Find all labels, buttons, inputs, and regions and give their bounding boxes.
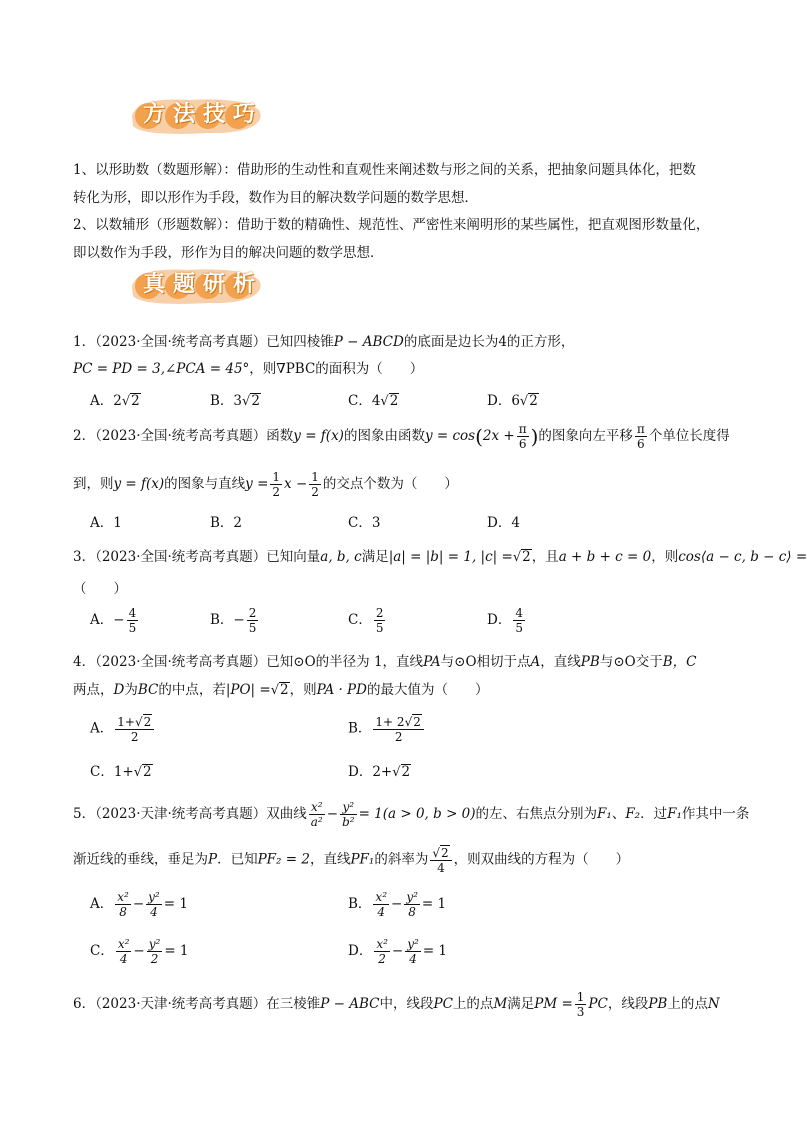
minus: − <box>326 806 339 822</box>
numerator: 1+√2 <box>115 714 154 730</box>
fraction <box>373 714 423 744</box>
banner-char: 技 <box>202 102 225 127</box>
banner-char: 巧 <box>232 102 255 127</box>
q5-prefix: 5．（2023·天津·统考高考真题）双曲线 <box>73 806 307 822</box>
q3-option-d[interactable] <box>487 606 527 635</box>
numerator: 2 <box>375 606 384 620</box>
q5-pf1: PF₁ <box>350 851 375 868</box>
numerator: y² <box>407 937 419 951</box>
option-label: A．2 <box>90 393 122 409</box>
q4-d: D <box>113 682 125 698</box>
denominator: 4 <box>119 952 128 966</box>
q6-m: M <box>493 996 508 1012</box>
fraction <box>146 890 162 919</box>
numerator: y² <box>406 890 418 904</box>
q5-text-5: ．已知 <box>217 851 258 868</box>
question-1-line-2 <box>73 357 423 377</box>
question-5-line-2 <box>73 845 629 875</box>
q6-pb: PB <box>648 996 668 1012</box>
numerator: x² <box>117 937 130 951</box>
q4-bc: B，C <box>662 654 697 670</box>
q4-dot-product: PA · PD <box>316 682 367 698</box>
radicand: 2 <box>131 393 140 409</box>
q5-sep: 、 <box>611 806 626 822</box>
option-label: A．− <box>90 612 125 628</box>
denominator: 2 <box>394 730 403 744</box>
q1-pyramid: P − ABCD <box>333 334 404 350</box>
denominator: 4 <box>150 905 158 919</box>
q2-text-2: 的图象向左平移 <box>538 428 633 444</box>
denominator: 5 <box>515 621 523 635</box>
numerator: 4 <box>515 606 523 620</box>
q6-pyramid: P − ABC <box>320 996 380 1012</box>
q2-pi-over-6 <box>517 422 529 451</box>
fraction <box>340 800 357 829</box>
option-label: B． <box>348 720 372 737</box>
banner-char: 方 <box>142 102 165 127</box>
q6-n: N <box>707 996 720 1012</box>
q4-text-5: 交于 <box>635 654 663 670</box>
option-label: B． <box>348 896 372 912</box>
q2-option-b[interactable]: B．2 <box>210 515 243 531</box>
denominator: 2 <box>378 952 386 966</box>
q2-function: y = f(x) <box>293 428 344 444</box>
option-label: D．2+ <box>348 764 393 780</box>
option-label: B．3 <box>210 393 243 409</box>
q4-circle: ⊙O <box>454 654 477 670</box>
denominator: 4 <box>437 861 445 875</box>
question-1-line-1 <box>73 330 574 350</box>
numerator-text: 1+ 2 <box>375 715 405 729</box>
equals: = 1 <box>421 896 447 912</box>
option-label: C． <box>348 612 372 628</box>
q5-option-d[interactable] <box>348 937 447 966</box>
q3-option-b[interactable] <box>210 606 260 635</box>
numerator-text: 1+ <box>117 715 135 729</box>
numerator: 1+ 2√2 <box>373 714 423 730</box>
numerator: x² <box>375 890 387 904</box>
banner-char: 研 <box>202 272 225 297</box>
denominator: 8 <box>408 905 416 919</box>
fraction <box>374 606 386 635</box>
option-label: C．1+ <box>90 764 134 780</box>
q6-text-3: 满足 <box>507 996 535 1012</box>
fraction <box>115 890 131 919</box>
q2-prefix: 2．（2023·全国·统考高考真题）函数 <box>73 428 294 444</box>
minus: − <box>391 943 404 959</box>
method-line: 2、以数辅形（形题数解）：借助于数的精确性、规范性、严密性来阐明形的某些属性，把直观图形数量化， <box>73 217 710 233</box>
fraction <box>575 990 587 1019</box>
denominator: 6 <box>518 437 527 451</box>
q2-text-4: 的图象与直线 <box>164 476 246 492</box>
q5-text-4: 渐近线的垂线，垂足为 <box>73 851 208 868</box>
q4-text-9: ，则 <box>289 682 317 698</box>
q4-po: |PO| = <box>225 682 271 698</box>
q2-half-2 <box>309 470 321 499</box>
q1-question: ，则∇PBC的面积为（ ） <box>249 361 424 377</box>
method-line: 转化为形，即以形作为手段，数作为目的解决数学问题的数学思想． <box>73 190 478 206</box>
radicand: 2 <box>251 393 260 409</box>
option-label: A． <box>90 720 114 737</box>
q6-pm: PM = <box>534 996 573 1012</box>
fraction <box>147 937 163 966</box>
q1-conditions: PC = PD = 3,∠PCA = 45° <box>73 361 250 377</box>
q2-function-2: y = f(x) <box>113 476 165 492</box>
q3-condition: |a| = |b| = 1, |c| = <box>388 549 513 565</box>
q2-cos: y = cos <box>424 428 476 444</box>
q2-text: 的图象由函数 <box>343 428 425 444</box>
minus: − <box>133 943 145 959</box>
numerator: π <box>518 422 527 436</box>
q4-option-d[interactable]: D．2+√2 <box>348 764 411 780</box>
q6-text-5: 上的点 <box>667 996 708 1012</box>
fraction <box>373 890 389 919</box>
question-6-line-1 <box>73 990 720 1019</box>
fraction <box>404 890 420 919</box>
denominator: b² <box>342 815 355 829</box>
denominator: 5 <box>248 621 257 635</box>
fraction <box>116 937 132 966</box>
radicand: 2 <box>389 393 399 409</box>
q3-vectors: a, b, c <box>320 549 362 565</box>
minus: − <box>391 896 403 912</box>
q2-option-a[interactable]: A．1 <box>90 515 122 531</box>
numerator: x² <box>117 890 129 904</box>
option-label: C． <box>90 943 114 959</box>
q4-circle: ⊙O <box>613 654 636 670</box>
question-4-line-1 <box>73 650 696 670</box>
question-4-line-2: 两点，D为BC的中点，若|PO| =√2，则PA · PD的最大值为（ ） <box>73 682 489 698</box>
radicand: 2 <box>143 764 152 780</box>
q5-p: P <box>208 851 218 868</box>
radicand: 2 <box>440 846 449 860</box>
denominator: 2 <box>150 952 159 966</box>
radicand: 2 <box>143 715 152 729</box>
fraction <box>405 937 421 966</box>
q1-option-d[interactable]: D．6√2 <box>487 393 538 409</box>
q3-option-a[interactable] <box>90 606 140 635</box>
banner-char: 法 <box>172 102 195 127</box>
q5-f1: F₁ <box>597 806 612 822</box>
q2-tail: 个单位长度得 <box>648 428 730 444</box>
q1-option-b[interactable]: B．3√2 <box>210 393 260 409</box>
q3-sum: a + b + c = 0 <box>558 549 652 565</box>
q4-text: 的半径为 1，直线 <box>315 654 424 670</box>
q6-text-4: ，线段 <box>607 996 649 1012</box>
q5-option-c[interactable] <box>90 937 189 966</box>
equals: = 1 <box>422 943 448 959</box>
q4-option-c[interactable]: C．1+√2 <box>90 764 152 780</box>
question-3-line-2: （ ） <box>73 581 127 597</box>
q4-pb: PB <box>580 654 600 670</box>
fraction <box>513 606 525 635</box>
q6-text: 中，线段 <box>379 996 434 1012</box>
q4-a: A <box>530 654 541 670</box>
fraction <box>127 606 139 635</box>
method-paragraph-2 <box>73 211 723 267</box>
q5-text-3: 作其中一条 <box>681 806 750 822</box>
denominator: 4 <box>377 905 386 919</box>
q4-text-3: 相切于点 <box>476 654 531 670</box>
radicand: 2 <box>413 715 421 729</box>
numerator: y² <box>340 800 357 815</box>
option-label: D． <box>348 943 373 959</box>
fraction <box>374 937 390 966</box>
denominator: 4 <box>409 952 417 966</box>
banner-char: 真 <box>142 272 165 297</box>
option-label: C．4 <box>348 393 381 409</box>
q2-line-y: y = <box>245 476 269 492</box>
radicand: 2 <box>529 393 538 409</box>
q2-option-c[interactable]: C．3 <box>348 515 381 531</box>
equals: = 1 <box>163 896 188 912</box>
method-line: 1、以形助数（数题形解）：借助形的生动性和直观性来阐述数与形之间的关系，把抽象问题具体化，把数 <box>73 162 696 178</box>
q4-prefix: 4．（2023·全国·统考高考真题）已知 <box>73 654 294 670</box>
q5-question: ，则双曲线的方程为（ ） <box>453 851 630 868</box>
q3-option-c[interactable] <box>348 606 387 635</box>
denominator: 5 <box>128 621 137 635</box>
q1-text: 的底面是边长为4的正方形， <box>403 334 575 350</box>
denominator: 2 <box>130 730 139 744</box>
fraction <box>247 606 259 635</box>
numerator: 4 <box>128 606 137 620</box>
numerator: 1 <box>311 470 319 484</box>
radicand: 2 <box>401 764 411 780</box>
question-5-line-1 <box>73 800 749 829</box>
q4-text-2: 与 <box>440 654 455 670</box>
q3-prefix: 3．（2023·全国·统考高考真题）已知向量 <box>73 549 321 565</box>
numerator: π <box>636 422 645 436</box>
fraction <box>115 714 154 744</box>
equals: = 1 <box>164 943 189 959</box>
q4-circle: ⊙O <box>293 654 316 670</box>
q5-text-6: ，直线 <box>309 851 351 868</box>
q1-prefix: 1．（2023·全国·统考高考真题）已知四棱锥 <box>73 334 334 350</box>
option-label: D． <box>487 612 512 628</box>
numerator: 2 <box>248 606 257 620</box>
banner-char: 析 <box>232 272 255 297</box>
q4-text-8: 的中点，若 <box>158 682 226 698</box>
method-line: 即以数作为手段，形作为目的解决问题的数学思想． <box>73 245 384 261</box>
numerator: x² <box>376 937 388 951</box>
q4-text-4: ，直线 <box>540 654 581 670</box>
denominator: 8 <box>119 905 127 919</box>
q3-text-3: ，则 <box>651 549 679 565</box>
banner-char: 题 <box>172 272 195 297</box>
q6-text-2: 上的点 <box>452 996 494 1012</box>
option-label: B．− <box>210 612 245 628</box>
q3-text-2: ，且 <box>531 549 559 565</box>
option-label: D．6 <box>487 393 520 409</box>
question-2-line-2 <box>73 470 458 499</box>
q6-pc: PC <box>433 996 453 1012</box>
method-paragraph-1 <box>73 156 723 212</box>
q3-text: 满足 <box>361 549 389 565</box>
question-3-line-1: 3．（2023·全国·统考高考真题）已知向量a, b, c满足|a| = |b| = 1, |c| =√2，且a + b + c = 0，则cos⟨a − c, b − c⟩ = <box>73 549 807 565</box>
denominator: 2 <box>272 485 281 499</box>
numerator: y² <box>148 937 161 951</box>
q1-option-c[interactable]: C．4√2 <box>348 393 399 409</box>
q2-option-d[interactable]: D．4 <box>487 515 520 531</box>
q6-pc-2: PC <box>588 996 608 1012</box>
denominator: a² <box>310 815 323 829</box>
q5-text: 的左、右焦点分别为 <box>475 806 598 822</box>
q4-question: 的最大值为（ ） <box>366 682 489 698</box>
denominator: 3 <box>576 1005 585 1019</box>
q4-text-2: 与 <box>599 654 614 670</box>
q4-bc-2: BC <box>137 682 159 698</box>
q2-half <box>270 470 282 499</box>
q3-cos: cos⟨a − c, b − c⟩ = <box>678 549 807 565</box>
fraction <box>430 845 451 875</box>
q2-text-3: 到，则 <box>73 476 114 492</box>
q4-text-7: 为 <box>124 682 138 698</box>
q2-x: x − <box>284 476 308 492</box>
radicand: 2 <box>522 549 531 565</box>
q2-question: 的交点个数为（ ） <box>322 476 458 492</box>
q2-argument: 2x + <box>482 428 515 444</box>
q4-pa: PA <box>423 654 441 670</box>
numerator: 1 <box>576 990 585 1004</box>
numerator: 1 <box>272 470 281 484</box>
q5-text-2: ．过 <box>640 806 668 822</box>
denominator: 2 <box>311 485 319 499</box>
q5-f1: F₁ <box>667 806 682 822</box>
question-2-line-1: 2．（2023·全国·统考高考真题）函数y = f(x)的图象由函数y = cos(2x + $\frac{\pi}{6}$ )的图象向左平移 $\frac{\pi}{6}$ 个单位长度得 <box>73 422 730 451</box>
numerator: √2 <box>430 845 451 861</box>
q5-condition: = 1(a > 0, b > 0) <box>358 806 476 822</box>
q5-option-a[interactable] <box>90 890 188 919</box>
q5-option-b[interactable] <box>348 890 446 919</box>
q4-option-a[interactable] <box>90 714 156 744</box>
option-label: A． <box>90 896 114 912</box>
q5-pf2: PF₂ = 2 <box>257 851 310 868</box>
q2-shift <box>635 422 647 451</box>
q6-prefix: 6．（2023·天津·统考高考真题）在三棱锥 <box>73 996 321 1012</box>
q4-option-b[interactable] <box>348 714 426 744</box>
minus: − <box>132 896 145 912</box>
fraction <box>309 800 325 829</box>
denominator: 5 <box>375 621 384 635</box>
radicand: 2 <box>280 682 289 698</box>
q5-text-7: 的斜率为 <box>374 851 429 868</box>
denominator: 6 <box>637 437 645 451</box>
q4-text-6: 两点， <box>73 682 114 698</box>
numerator: y² <box>148 890 160 904</box>
q1-option-a[interactable]: A．2√2 <box>90 393 140 409</box>
numerator: x² <box>309 800 325 815</box>
q5-f2: F₂ <box>625 806 641 822</box>
